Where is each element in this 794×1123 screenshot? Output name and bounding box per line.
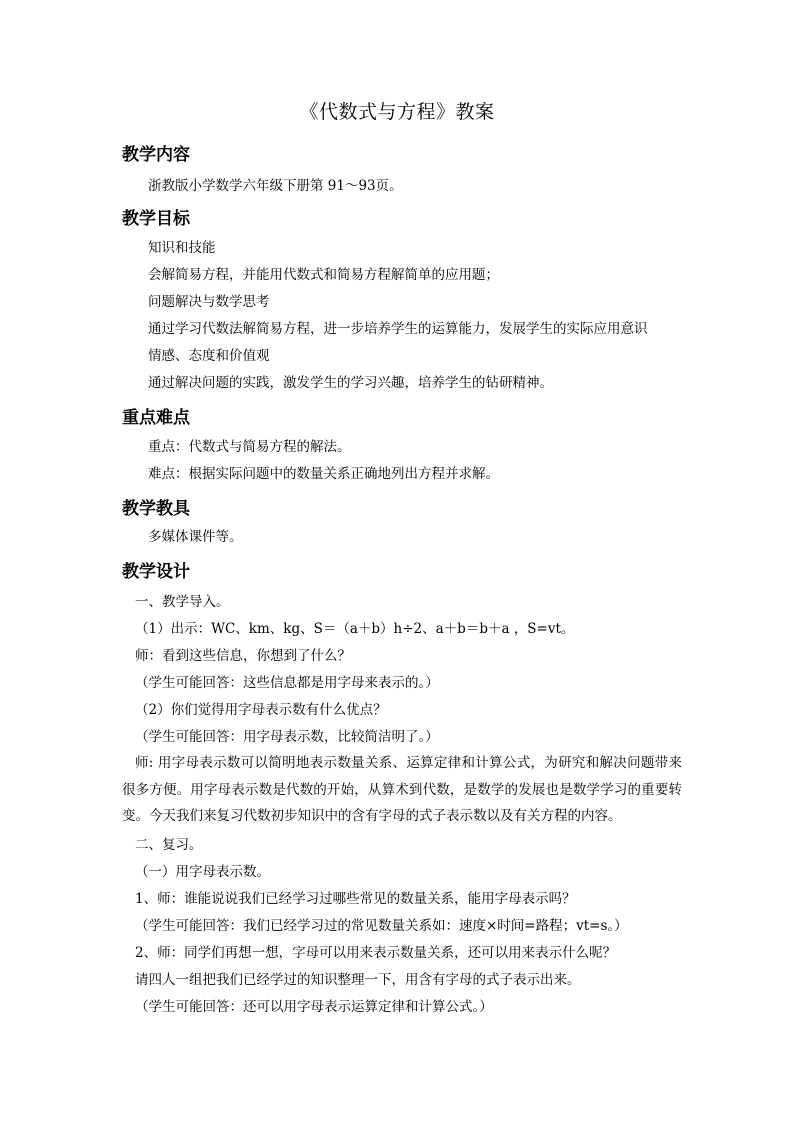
design-line: 一、教学导入。 — [135, 594, 230, 610]
design-line: （学生可能回答：用字母表示数，比较简洁明了。） — [135, 729, 439, 745]
design-line: （一）用字母表示数。 — [135, 864, 270, 880]
key-point-line: 重点：代数式与简易方程的解法。 — [148, 439, 351, 455]
goals-line: 问题解决与数学思考 — [148, 294, 270, 310]
goals-line: 通过解决问题的实践，激发学生的学习兴趣，培养学生的钻研精神。 — [148, 375, 553, 391]
design-line: 2、师：同学们再想一想，字母可以用来表示数量关系，还可以用来表示什么呢？ — [135, 945, 617, 961]
design-line: （2）你们觉得用字母表示数有什么优点？ — [135, 702, 387, 718]
goals-line: 通过学习代数法解简易方程，进一步培养学生的运算能力，发展学生的实际应用意识 — [148, 321, 648, 337]
design-line: 1、师：谁能说说我们已经学习过哪些常见的数量关系，能用字母表示吗？ — [135, 891, 576, 907]
content-text: 浙教版小学数学六年级下册第 91～93页。 — [148, 178, 403, 194]
document-title: 《代数式与方程》教案 — [299, 101, 495, 123]
design-line: （学生可能回答：我们已经学习过的常见数量关系如：速度×时间=路程；vt=s。） — [135, 918, 628, 934]
design-line: 请四人一组把我们已经学过的知识整理一下，用含有字母的式子表示出来。 — [135, 972, 581, 988]
heading-content: 教学内容 — [122, 145, 190, 165]
heading-goals: 教学目标 — [122, 209, 190, 229]
design-line: 二、复习。 — [135, 837, 203, 853]
design-paragraph: 师: 用字母表示数可以简明地表示数量关系、运算定律和计算公式，为研究和解决问题带来很多方便。用字母表示数是代数的开始，从算术到代数，是数学的发展也是数学学习的重要转变。今天我们来复习代数初步知识中的含有字母的式子表示数以及有关方程的内容。 — [122, 755, 682, 824]
goals-line: 知识和技能 — [148, 240, 216, 256]
design-line: （学生可能回答：还可以用字母表示运算定律和计算公式。） — [135, 999, 493, 1015]
key-point-line: 难点：根据实际问题中的数量关系正确地列出方程并求解。 — [148, 466, 499, 482]
heading-key-points: 重点难点 — [122, 408, 190, 428]
design-line: （学生可能回答：这些信息都是用字母来表示的。） — [135, 675, 439, 691]
tools-text: 多媒体课件等。 — [148, 529, 243, 545]
goals-line: 情感、态度和价值观 — [148, 348, 270, 364]
heading-tools: 教学教具 — [122, 499, 190, 519]
heading-design: 教学设计 — [122, 562, 190, 582]
design-line: 师：看到这些信息，你想到了什么？ — [135, 648, 351, 664]
goals-line: 会解简易方程，并能用代数式和简易方程解简单的应用题； — [148, 267, 499, 283]
design-line: （1）出示：WC、km、kg、S＝（a＋b）h÷2、a＋b＝b＋a ，S=vt。 — [135, 621, 575, 637]
